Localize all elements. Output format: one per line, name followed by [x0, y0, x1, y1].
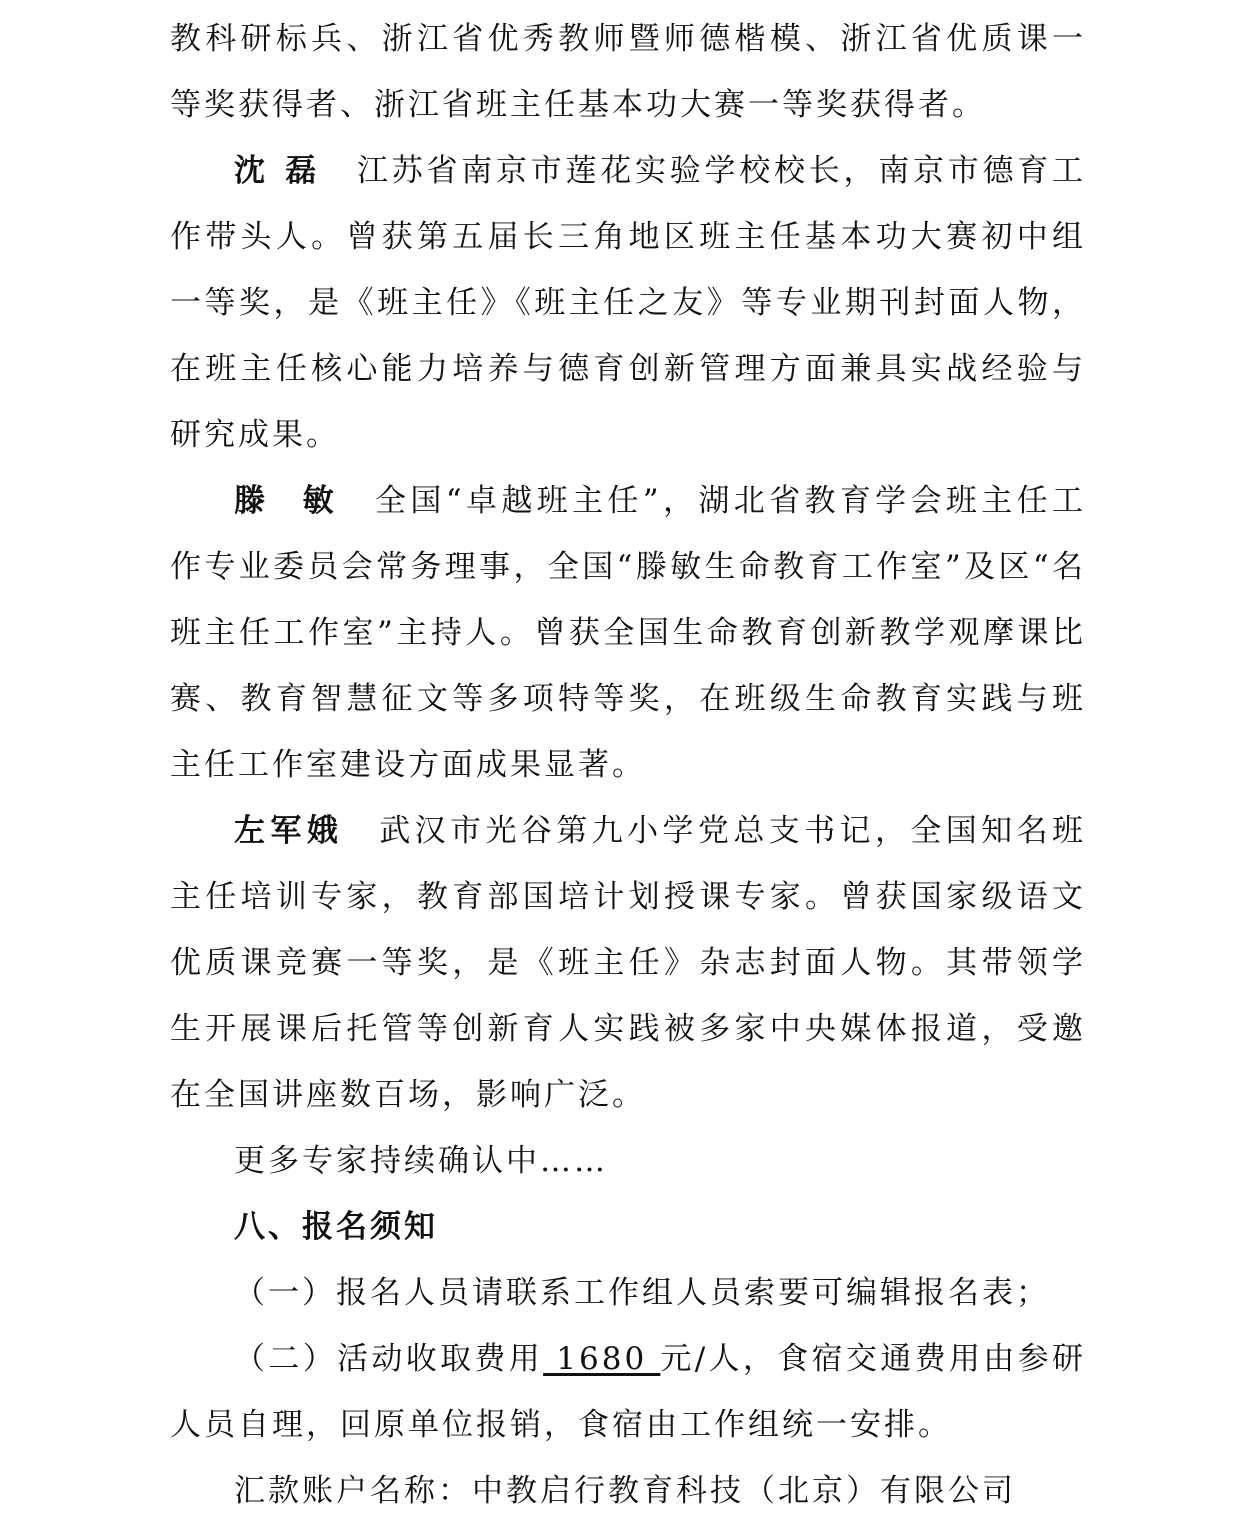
bio-text: 教科研标兵、浙江省优秀教师暨师德楷模、浙江省优质课一等奖获得者、浙江省班主任基本功大赛一等奖获得者。 — [170, 21, 1086, 123]
item-prefix: （二）活动收取费用 — [234, 1341, 544, 1377]
expert-bio-continued — [170, 6, 1086, 138]
note-text: 更多专家持续确认中…… — [234, 1143, 608, 1179]
expert-bio-shen-lei — [170, 138, 1086, 468]
bio-text: 武汉市光谷第九小学党总支书记，全国知名班主任培训专家，教育部国培计划授课专家。曾获国家级语文优质课竞赛一等奖，是《班主任》杂志封面人物。其带领学生开展课后托管等创新育人实践被多家中央媒体报道，受邀在全国讲座数百场，影响广泛。 — [170, 813, 1087, 1113]
expert-name: 沈 磊 — [234, 153, 322, 189]
fee-amount: 1680 — [543, 1341, 661, 1377]
item-suffix: 元/人，食宿交通费用由参研人员自理，回原单位报销，食宿由工作组统一安排。 — [170, 1341, 1086, 1443]
registration-item-1 — [170, 1260, 1086, 1326]
expert-bio-zuo-june — [170, 798, 1086, 1128]
document-page — [170, 0, 1086, 1524]
expert-name: 滕 敏 — [234, 483, 340, 519]
registration-item-2 — [170, 1326, 1086, 1458]
bio-text: 全国“卓越班主任”，湖北省教育学会班主任工作专业委员会常务理事，全国“滕敏生命教育工作室”及区“名班主任工作室”主持人。曾获全国生命教育创新教学观摩课比赛、教育智慧征文等多项特等奖，在班级生命教育实践与班主任工作室建设方面成果显著。 — [170, 483, 1086, 783]
bio-text: 江苏省南京市莲花实验学校校长，南京市德育工作带头人。曾获第五届长三角地区班主任基本功大赛初中组一等奖，是《班主任》《班主任之友》等专业期刊封面人物，在班主任核心能力培养与德育创新管理方面兼具实战经验与研究成果。 — [170, 153, 1087, 453]
more-experts-note — [170, 1128, 1086, 1194]
heading-text: 八、报名须知 — [234, 1209, 438, 1245]
remittance-account-name — [170, 1458, 1086, 1524]
expert-bio-teng-min — [170, 468, 1086, 798]
item-text: （一）报名人员请联系工作组人员索要可编辑报名表； — [234, 1275, 1050, 1311]
expert-name: 左军娥 — [234, 813, 344, 849]
account-text: 汇款账户名称：中教启行教育科技（北京）有限公司 — [234, 1473, 1016, 1509]
section-heading-registration — [170, 1194, 1086, 1260]
